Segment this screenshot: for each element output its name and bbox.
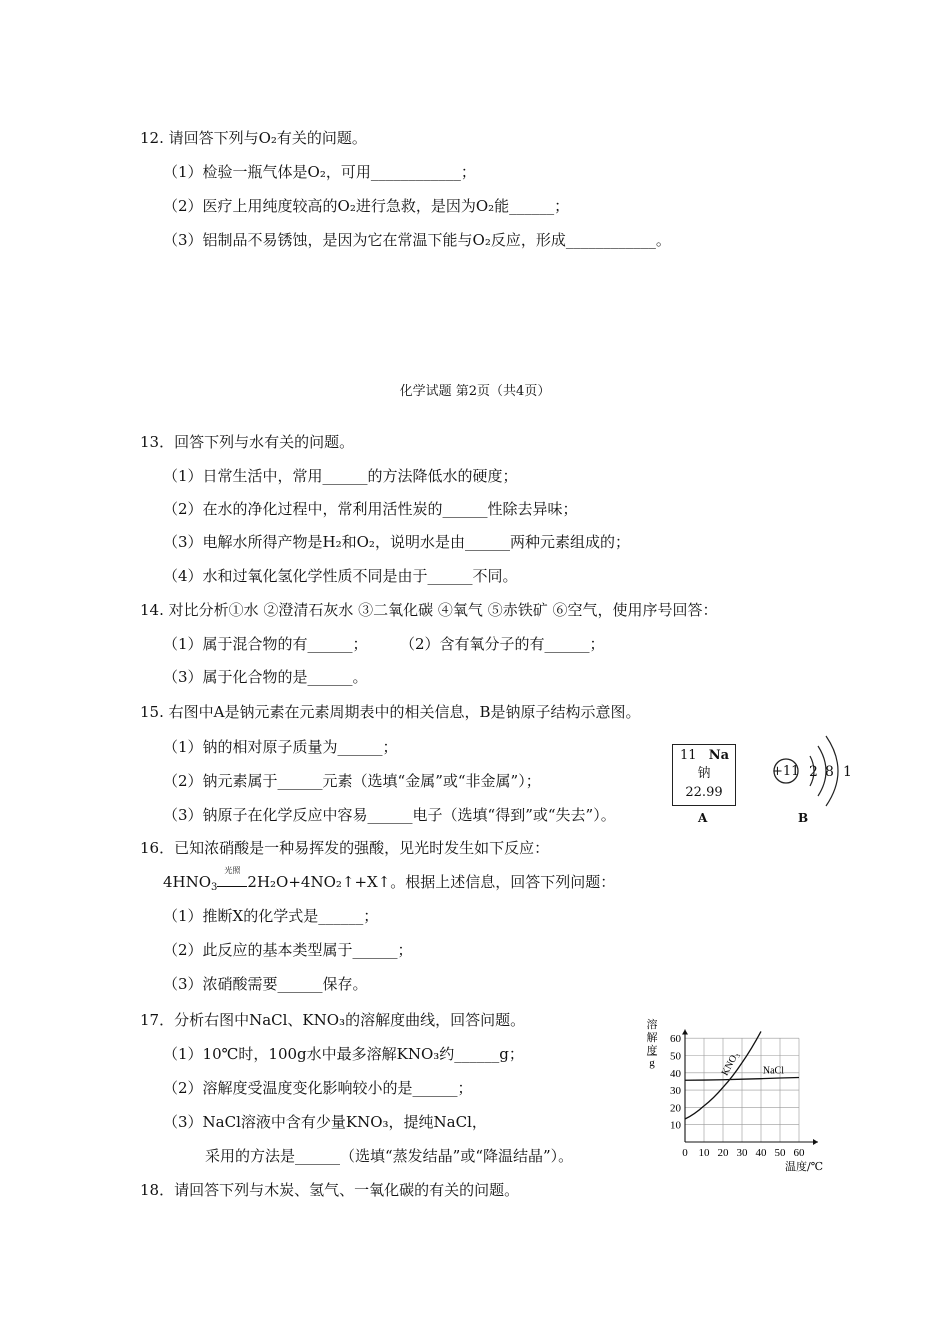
- q13-part2: （2）在水的净化过程中，常利用活性炭的______性除去异味；: [163, 500, 578, 518]
- q17-part2: （2）溶解度受温度变化影响较小的是______；: [163, 1079, 473, 1097]
- q14-title: 14. 对比分析①水 ②澄清石灰水 ③二氧化碳 ④氧气 ⑤赤铁矿 ⑥空气，使用序号回答：: [140, 601, 718, 619]
- q14-part3: （3）属于化合物的是______。: [163, 668, 368, 686]
- q15-part2: （2）钠元素属于______元素（选填“金属”或“非金属”）；: [163, 772, 541, 790]
- q13-title: 13．回答下列与水有关的问题。: [140, 433, 355, 451]
- q12-part3: （3）铝制品不易锈蚀，是因为它在常温下能与O₂反应，形成____________。: [163, 231, 671, 249]
- q16-part3: （3）浓硝酸需要______保存。: [163, 975, 368, 993]
- atomic-number: 11: [680, 748, 697, 763]
- y-axis-label-unit: g: [649, 1057, 655, 1069]
- q12-part2: （2）医疗上用纯度较高的O₂进行急救，是因为O₂能______；: [163, 197, 570, 215]
- q13-part1: （1）日常生活中，常用______的方法降低水的硬度；: [163, 467, 518, 485]
- q16-title: 16．已知浓硝酸是一种易挥发的强酸，见光时发生如下反应：: [140, 839, 550, 857]
- q17-part3b: 采用的方法是______（选填“蒸发结晶”或“降温结晶”）。: [205, 1147, 574, 1165]
- q15-part1: （1）钠的相对原子质量为______；: [163, 738, 398, 756]
- solubility-chart: [640, 1010, 824, 1175]
- q16-part2: （2）此反应的基本类型属于______；: [163, 941, 413, 959]
- q16-part1: （1）推断X的化学式是______；: [163, 907, 379, 925]
- eq-condition: 光照: [224, 866, 241, 875]
- q14-part2: （2）含有氧分子的有______；: [400, 635, 605, 653]
- q15-title: 15. 右图中A是钠元素在元素周期表中的相关信息，B是钠原子结构示意图。: [140, 703, 641, 721]
- x-axis-arrow: [813, 1139, 818, 1145]
- y-tick-label: 40: [670, 1067, 681, 1080]
- x-tick-label: 20: [717, 1147, 729, 1159]
- page-footer: 化学试题 第2页（共4页）: [399, 384, 551, 399]
- q15-part3: （3）钠原子在化学反应中容易______电子（选填“得到”或“失去”）。: [163, 806, 616, 824]
- series-label-nacl: NaCl: [762, 1065, 785, 1077]
- q16-equation: $4HNO_3$ 光照 2H₂O+4NO₂↑+X↑。根据上述信息，回答下列问题：: [163, 866, 616, 893]
- x-tick-label: 10: [698, 1147, 710, 1159]
- shell-electrons-1: 2: [809, 764, 818, 780]
- atomic-mass: 22.99: [685, 785, 723, 800]
- y-axis-arrow: [682, 1030, 688, 1035]
- q14-part1: （1）属于混合物的有______；: [163, 635, 368, 653]
- x-tick-label: 40: [755, 1147, 767, 1159]
- x-tick-label: 60: [793, 1147, 805, 1159]
- eq-right: 2H₂O+4NO₂↑+X↑。根据上述信息，回答下列问题：: [247, 873, 616, 891]
- y-tick-label: 10: [670, 1119, 681, 1132]
- y-axis-label-char: 度: [646, 1044, 658, 1057]
- label-b: B: [798, 811, 809, 825]
- x-tick-label: 30: [736, 1147, 748, 1159]
- shell-electrons-3: 1: [843, 764, 852, 780]
- eq-left: 4HNO: [163, 873, 212, 891]
- x-tick-label: 50: [774, 1147, 786, 1159]
- y-tick-label: 60: [670, 1033, 681, 1046]
- element-name: 钠: [697, 766, 711, 781]
- shell-electrons-2: 8: [825, 764, 834, 780]
- y-axis-label-char: 溶: [646, 1018, 658, 1031]
- q17-part3a: （3）NaCl溶液中含有少量KNO₃，提纯NaCl，: [163, 1113, 487, 1131]
- y-axis-label-char: 解: [646, 1031, 658, 1044]
- element-symbol: Na: [708, 748, 729, 763]
- y-tick-label: 20: [670, 1102, 681, 1115]
- y-tick-label: 50: [670, 1050, 681, 1063]
- q13-part3: （3）电解水所得产物是H₂和O₂，说明水是由______两种元素组成的；: [163, 533, 630, 551]
- q17-part1: （1）10℃时，100g水中最多溶解KNO₃约______g；: [163, 1045, 524, 1063]
- q12-title: 12. 请回答下列与O₂有关的问题。: [140, 129, 367, 147]
- element-tile: [672, 744, 736, 806]
- q17-title: 17．分析右图中NaCl、KNO₃的溶解度曲线，回答问题。: [140, 1011, 526, 1029]
- x-tick-label: 0: [682, 1147, 688, 1159]
- q12-part1: （1）检验一瓶气体是O₂，可用____________；: [163, 163, 476, 181]
- q18-title: 18．请回答下列与木炭、氢气、一氧化碳的有关的问题。: [140, 1181, 520, 1199]
- q13-part4: （4）水和过氧化氢化学性质不同是由于______不同。: [163, 567, 518, 585]
- series-label-kno3: KNO₃: [719, 1050, 742, 1078]
- nucleus-charge: +11: [772, 764, 800, 779]
- label-a: A: [698, 811, 708, 825]
- x-axis-label: 温度/℃: [784, 1160, 824, 1173]
- y-tick-label: 30: [670, 1085, 681, 1098]
